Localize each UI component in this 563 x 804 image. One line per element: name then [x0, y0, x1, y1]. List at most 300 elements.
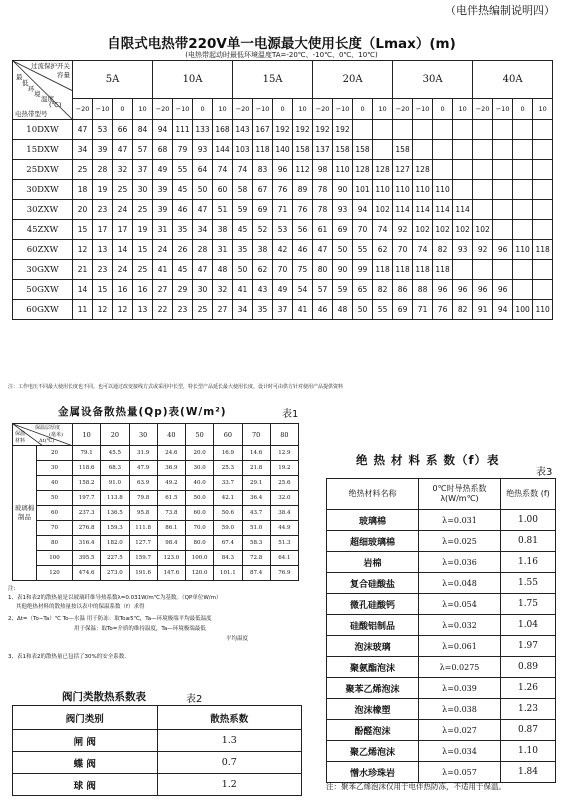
conductivity-cell: λ=0.038 [419, 699, 501, 720]
length-cell: 69 [333, 220, 353, 240]
table-row [13, 140, 553, 160]
heat-value-cell: 32.0 [270, 491, 298, 506]
table-row [13, 120, 553, 140]
length-cell: 53 [273, 220, 293, 240]
heat-value-cell: 474.6 [73, 566, 101, 581]
table-row [327, 510, 556, 531]
heat-value-cell: 61.5 [157, 491, 185, 506]
length-cell: 114 [393, 200, 413, 220]
table2-label: 表1 [282, 409, 299, 420]
length-cell: 58 [233, 180, 253, 200]
length-cell: 32 [213, 280, 233, 300]
conductivity-cell: λ=0.036 [419, 552, 501, 573]
length-cell: 27 [213, 300, 233, 320]
length-cell [533, 200, 553, 220]
length-cell: 38 [253, 240, 273, 260]
length-cell: 25 [73, 160, 93, 180]
length-cell: 114 [433, 200, 453, 220]
material-name-cell: 泡沫玻璃 [327, 636, 419, 657]
heat-value-cell: 98.4 [157, 536, 185, 551]
corner-thickness-label: 保温层厚度 [35, 425, 61, 431]
table-row [327, 552, 556, 573]
length-cell: 31 [153, 220, 173, 240]
table-row [13, 521, 299, 536]
model-cell: 50GXW [13, 280, 73, 300]
length-cell: 49 [153, 160, 173, 180]
table3-title: 阀门类散热系数表 [62, 691, 146, 703]
dt-cell: 70 [37, 521, 73, 536]
length-cell: 74 [413, 240, 433, 260]
length-cell: 30 [193, 280, 213, 300]
length-cell: 96 [453, 280, 473, 300]
current-header-5A: 5A [73, 61, 153, 99]
length-cell: 25 [133, 260, 153, 280]
temp-header: −10 [333, 99, 353, 120]
model-cell: 30DXW [13, 180, 73, 200]
length-cell: 19 [93, 180, 113, 200]
heat-value-cell: 67.4 [214, 536, 242, 551]
length-cell: 56 [293, 220, 313, 240]
length-cell: 96 [493, 280, 513, 300]
corner-capacity-label: 容量 [57, 71, 70, 79]
length-cell: 19 [133, 220, 153, 240]
material-cell: 玻璃棉制品 [13, 446, 37, 581]
length-cell: 118 [253, 140, 273, 160]
length-cell: 93 [453, 240, 473, 260]
length-cell: 168 [213, 120, 233, 140]
temp-header: −20 [233, 99, 253, 120]
length-cell: 92 [393, 220, 413, 240]
insulation-factor-cell: 1.10 [501, 741, 556, 762]
temp-header: −20 [473, 99, 493, 120]
length-cell: 167 [253, 120, 273, 140]
material-name-header: 绝热材料名称 [327, 479, 419, 510]
current-header-30A: 30A [393, 61, 473, 99]
heat-value-cell: 38.4 [270, 506, 298, 521]
heat-value-cell: 91.0 [101, 476, 129, 491]
length-cell: 15 [133, 240, 153, 260]
length-cell [373, 140, 393, 160]
corner-unit-label: (℃) [49, 101, 62, 109]
model-cell: 60GXW [13, 300, 73, 320]
heat-value-cell: 120.0 [186, 566, 214, 581]
conductivity-header: 0℃时导热系数 λ(W/m℃) [419, 479, 501, 510]
corner-model-label: 电热带型号 [15, 110, 48, 118]
heat-value-cell: 43.7 [242, 506, 270, 521]
temp-header: 10 [453, 99, 473, 120]
length-cell: 35 [253, 300, 273, 320]
length-cell: 12 [73, 240, 93, 260]
model-cell: 10DXW [13, 120, 73, 140]
table1-subtitle: (电热带起动时最低环境温度TA=-20℃、-10℃、0℃、10℃) [185, 51, 378, 59]
table-row [13, 200, 553, 220]
length-cell: 192 [293, 120, 313, 140]
length-cell: 192 [313, 120, 333, 140]
table-row [327, 531, 556, 552]
length-cell: 23 [93, 260, 113, 280]
temp-header: 10 [213, 99, 233, 120]
length-cell: 64 [193, 160, 213, 180]
temp-header: −10 [173, 99, 193, 120]
heat-value-cell: 79.1 [73, 446, 101, 461]
length-cell: 50 [193, 180, 213, 200]
valve-coef-cell: 1.2 [157, 774, 302, 796]
heat-value-cell: 51.3 [270, 536, 298, 551]
table-row [13, 180, 553, 200]
table3-label: 表2 [186, 694, 203, 705]
heat-value-cell: 36.9 [157, 461, 185, 476]
length-cell: 16 [113, 280, 133, 300]
length-cell: 70 [353, 220, 373, 240]
length-cell [513, 220, 533, 240]
length-cell: 15 [73, 220, 93, 240]
header-tag: （电伴热编制说明四） [445, 4, 555, 17]
dt-cell: 120 [37, 566, 73, 581]
table-row [327, 741, 556, 762]
heat-value-cell: 24.6 [157, 446, 185, 461]
heat-value-cell: 79.8 [129, 491, 157, 506]
heat-value-cell: 158.2 [73, 476, 101, 491]
corner-temp-label: 温度 [41, 95, 54, 103]
dt-cell: 20 [37, 446, 73, 461]
length-cell: 76 [433, 300, 453, 320]
insulation-factor-cell: 1.84 [501, 762, 556, 783]
length-cell: 96 [273, 160, 293, 180]
table-row [13, 730, 302, 752]
length-cell: 133 [193, 120, 213, 140]
table4-note: 注：聚苯乙烯泡沫仅用于电伴热防冻，不适用于保温。 [326, 782, 506, 791]
length-cell: 24 [113, 260, 133, 280]
heat-value-cell: 50.6 [214, 506, 242, 521]
length-cell: 57 [313, 280, 333, 300]
length-cell: 21 [73, 260, 93, 280]
model-cell: 25DXW [13, 160, 73, 180]
length-cell: 53 [93, 120, 113, 140]
length-cell: 34 [193, 220, 213, 240]
table2-corner-cell [13, 424, 73, 446]
length-cell: 47 [313, 240, 333, 260]
heat-value-cell: 60.0 [186, 506, 214, 521]
temp-header: −20 [313, 99, 333, 120]
dt-cell: 30 [37, 461, 73, 476]
dt-cell: 80 [37, 536, 73, 551]
conductivity-cell: λ=0.048 [419, 573, 501, 594]
length-cell: 118 [393, 260, 413, 280]
table-row [13, 491, 299, 506]
length-cell: 69 [393, 300, 413, 320]
corner-env-label: 环 [28, 85, 35, 93]
material-name-cell: 复合硅酸盐 [327, 573, 419, 594]
length-cell [533, 220, 553, 240]
length-cell: 60 [213, 180, 233, 200]
insulation-factor-cell: 1.23 [501, 699, 556, 720]
note-line: 3、表1和表2的散热量已包括了30%的安全系数. [8, 654, 126, 660]
conductivity-cell: λ=0.039 [419, 678, 501, 699]
length-cell [473, 120, 493, 140]
length-cell: 34 [73, 140, 93, 160]
length-cell: 110 [533, 300, 553, 320]
table-row [13, 536, 299, 551]
length-cell [453, 120, 473, 140]
length-cell: 48 [213, 260, 233, 280]
length-cell: 46 [173, 200, 193, 220]
note-line: 注: [8, 586, 16, 592]
insulation-factor-cell: 0.89 [501, 657, 556, 678]
heat-value-cell: 40.0 [186, 476, 214, 491]
length-cell: 94 [353, 200, 373, 220]
length-cell: 24 [113, 200, 133, 220]
heat-value-cell: 70.0 [186, 521, 214, 536]
length-cell [433, 120, 453, 140]
insulation-factor-cell: 1.16 [501, 552, 556, 573]
heat-value-cell: 58.3 [242, 536, 270, 551]
length-cell: 78 [313, 200, 333, 220]
length-cell: 102 [413, 220, 433, 240]
length-cell: 35 [173, 220, 193, 240]
length-cell: 112 [293, 160, 313, 180]
length-cell: 39 [153, 180, 173, 200]
length-cell: 57 [133, 140, 153, 160]
current-header-20A: 20A [313, 61, 393, 99]
valve-type-cell: 球 阀 [13, 774, 158, 796]
length-cell: 50 [333, 240, 353, 260]
table-row [327, 699, 556, 720]
length-cell [473, 140, 493, 160]
length-cell: 110 [433, 180, 453, 200]
length-cell: 110 [333, 160, 353, 180]
length-cell: 128 [373, 160, 393, 180]
length-cell: 25 [113, 180, 133, 200]
heat-value-cell: 80.0 [186, 536, 214, 551]
current-header-10A: 10A [153, 61, 233, 99]
length-cell: 41 [153, 260, 173, 280]
length-cell: 12 [93, 300, 113, 320]
length-cell: 101 [353, 180, 373, 200]
length-cell [533, 280, 553, 300]
table-row [13, 220, 553, 240]
length-cell: 32 [113, 160, 133, 180]
table-row [13, 551, 299, 566]
length-cell [453, 140, 473, 160]
note-line: 其他绝热材料的散热量按以表中的保温系数（f）求得 [16, 604, 145, 610]
length-cell: 23 [173, 300, 193, 320]
table-row [13, 160, 553, 180]
length-cell: 158 [293, 140, 313, 160]
heat-value-cell: 101.1 [214, 566, 242, 581]
material-name-cell: 泡沫橡塑 [327, 699, 419, 720]
length-cell: 71 [273, 200, 293, 220]
length-cell: 25 [193, 300, 213, 320]
length-cell: 158 [393, 140, 413, 160]
temp-header: −10 [253, 99, 273, 120]
thickness-header: 40 [157, 424, 185, 446]
length-cell: 41 [233, 280, 253, 300]
corner-heat-label: 保温 [15, 431, 26, 437]
length-cell [513, 180, 533, 200]
table-row [327, 636, 556, 657]
length-cell: 16 [133, 280, 153, 300]
length-cell: 99 [353, 260, 373, 280]
length-cell: 118 [533, 240, 553, 260]
length-cell: 30 [133, 180, 153, 200]
length-cell: 13 [93, 240, 113, 260]
length-cell: 82 [433, 240, 453, 260]
heat-value-cell: 33.7 [214, 476, 242, 491]
heat-value-cell: 68.3 [101, 461, 129, 476]
heat-value-cell: 395.5 [73, 551, 101, 566]
heat-value-cell: 95.8 [129, 506, 157, 521]
length-cell: 17 [93, 220, 113, 240]
insulation-factor-cell: 1.00 [501, 510, 556, 531]
length-cell: 18 [73, 180, 93, 200]
length-cell: 88 [413, 280, 433, 300]
length-cell [493, 200, 513, 220]
length-cell: 12 [113, 300, 133, 320]
length-cell: 70 [273, 260, 293, 280]
length-cell [433, 160, 453, 180]
table-row [13, 752, 302, 774]
heat-value-cell: 12.9 [270, 446, 298, 461]
thickness-header: 60 [214, 424, 242, 446]
valve-type-cell: 闸 阀 [13, 730, 158, 752]
valve-coef-header: 散热系数 [157, 706, 302, 730]
heat-value-cell: 16.9 [214, 446, 242, 461]
length-cell [453, 180, 473, 200]
length-cell [453, 160, 473, 180]
length-cell: 93 [193, 140, 213, 160]
heat-value-cell: 44.9 [270, 521, 298, 536]
length-cell [533, 120, 553, 140]
length-cell: 47 [193, 200, 213, 220]
heat-value-cell: 36.4 [242, 491, 270, 506]
table-row [327, 573, 556, 594]
length-cell: 62 [253, 260, 273, 280]
table-row [327, 720, 556, 741]
length-cell [493, 260, 513, 280]
table1-title: 自限式电热带220V单一电源最大使用长度（Lmax）(m) [107, 36, 456, 52]
length-cell: 114 [413, 200, 433, 220]
heat-value-cell: 273.0 [101, 566, 129, 581]
length-cell: 68 [153, 140, 173, 160]
length-cell [353, 120, 373, 140]
heat-value-cell: 21.8 [242, 461, 270, 476]
heat-value-cell: 76.9 [270, 566, 298, 581]
table-row [13, 461, 299, 476]
length-cell: 46 [313, 300, 333, 320]
table-row [13, 476, 299, 491]
thickness-header: 70 [242, 424, 270, 446]
length-cell: 110 [413, 180, 433, 200]
length-cell: 102 [453, 220, 473, 240]
length-cell: 82 [373, 280, 393, 300]
length-cell: 118 [373, 260, 393, 280]
length-cell: 17 [113, 220, 133, 240]
length-cell [513, 140, 533, 160]
heat-value-cell: 182.0 [101, 536, 129, 551]
heat-value-cell: 47.9 [129, 461, 157, 476]
temp-header: 10 [533, 99, 553, 120]
heat-value-cell: 123.0 [157, 551, 185, 566]
corner-amb-label: 境 [34, 90, 41, 98]
dt-cell: 100 [37, 551, 73, 566]
length-cell: 74 [233, 160, 253, 180]
length-cell: 118 [413, 260, 433, 280]
length-cell [413, 140, 433, 160]
length-cell [513, 280, 533, 300]
length-cell [493, 180, 513, 200]
table-row [13, 446, 299, 461]
length-cell: 45 [173, 180, 193, 200]
table2-title: 金属设备散热量(Qp)表(W/m²) [58, 406, 227, 418]
length-cell [533, 260, 553, 280]
length-cell: 20 [73, 200, 93, 220]
length-cell [373, 120, 393, 140]
length-cell: 55 [173, 160, 193, 180]
length-cell: 26 [173, 240, 193, 260]
heat-value-cell: 20.0 [186, 446, 214, 461]
length-cell: 34 [233, 300, 253, 320]
material-name-cell: 聚氨酯泡沫 [327, 657, 419, 678]
length-cell [513, 160, 533, 180]
valve-coef-cell: 0.7 [157, 752, 302, 774]
temp-header: −20 [393, 99, 413, 120]
model-cell: 30GXW [13, 260, 73, 280]
length-cell: 28 [193, 240, 213, 260]
temp-header: 0 [353, 99, 373, 120]
insulation-factor-cell: 1.97 [501, 636, 556, 657]
material-name-cell: 酚醛泡沫 [327, 720, 419, 741]
thickness-header: 30 [129, 424, 157, 446]
length-cell: 102 [433, 220, 453, 240]
material-name-cell: 憎水珍珠岩 [327, 762, 419, 783]
length-cell: 74 [213, 160, 233, 180]
conductivity-cell: λ=0.057 [419, 762, 501, 783]
heat-value-cell: 147.6 [157, 566, 185, 581]
length-cell [473, 180, 493, 200]
heat-value-cell: 111.8 [129, 521, 157, 536]
length-cell: 80 [313, 260, 333, 280]
table1-corner-cell [13, 61, 73, 120]
length-cell [533, 160, 553, 180]
conductivity-cell: λ=0.025 [419, 531, 501, 552]
length-cell: 50 [353, 300, 373, 320]
length-cell: 158 [353, 140, 373, 160]
length-cell: 71 [413, 300, 433, 320]
length-cell: 49 [273, 280, 293, 300]
table-row [327, 657, 556, 678]
material-name-cell: 玻璃棉 [327, 510, 419, 531]
table-row [13, 240, 553, 260]
length-cell: 102 [473, 220, 493, 240]
length-cell: 103 [233, 140, 253, 160]
length-cell: 76 [273, 180, 293, 200]
length-cell [513, 200, 533, 220]
length-cell: 98 [313, 160, 333, 180]
length-cell: 52 [253, 220, 273, 240]
length-cell: 55 [353, 240, 373, 260]
corner-low-label: 低 [22, 79, 29, 87]
length-cell [393, 120, 413, 140]
length-cell: 144 [213, 140, 233, 160]
heat-value-cell: 31.9 [129, 446, 157, 461]
length-cell [533, 140, 553, 160]
valve-type-cell: 蝶 阀 [13, 752, 158, 774]
length-cell: 83 [253, 160, 273, 180]
max-length-table [12, 60, 553, 320]
length-cell: 66 [113, 120, 133, 140]
heat-value-cell: 237.3 [73, 506, 101, 521]
heat-value-cell: 29.1 [242, 476, 270, 491]
